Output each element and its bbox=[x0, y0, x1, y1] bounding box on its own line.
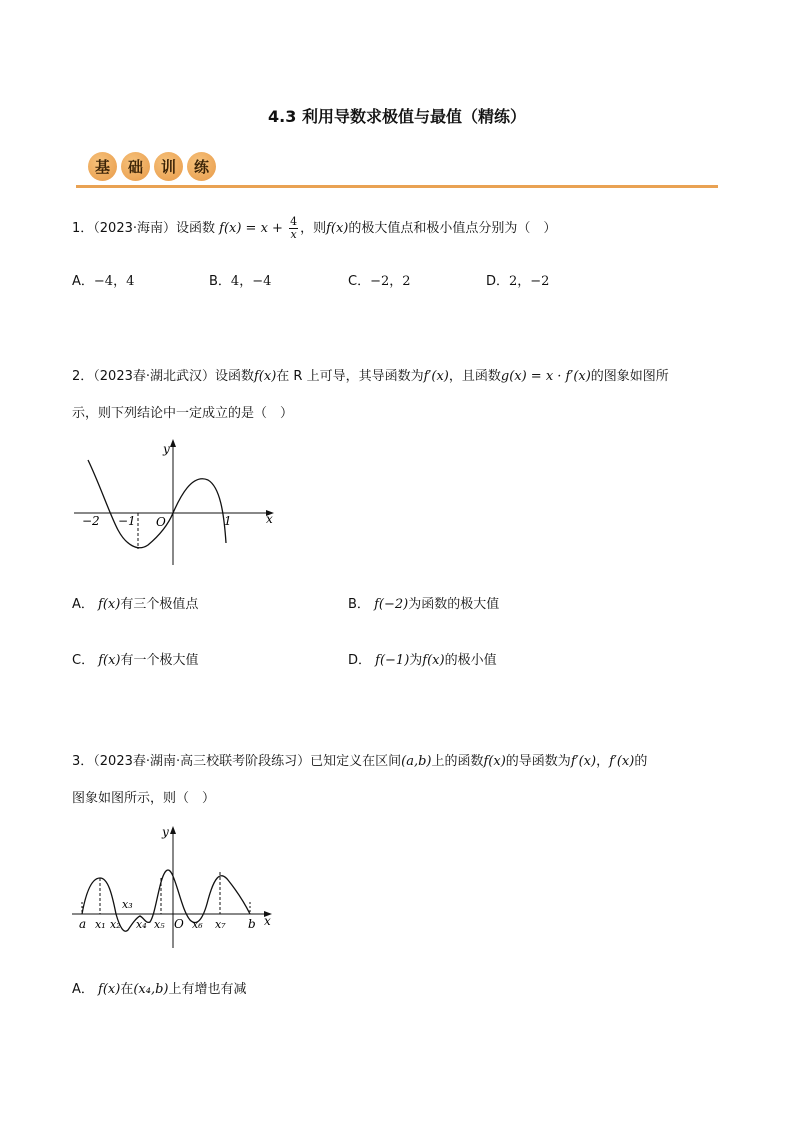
q3-x6-label: x₆ bbox=[192, 918, 203, 931]
q3-fx: f(x) bbox=[483, 754, 506, 769]
q3-x-label: x bbox=[264, 914, 271, 928]
q1-fx: f(x) bbox=[326, 221, 349, 236]
q3-x4-label: x₄ bbox=[136, 918, 147, 931]
option-text: 有三个极值点 bbox=[120, 597, 199, 612]
option-text: 在 bbox=[120, 982, 134, 997]
q2-graph bbox=[70, 435, 280, 570]
q1-frac-num: 4 bbox=[290, 215, 298, 228]
section-char-2: 础 bbox=[121, 152, 150, 181]
q2-y-label: y bbox=[163, 442, 170, 456]
q2-x-label: x bbox=[266, 512, 273, 526]
question-2-stem-line-2: 示，则下列结论中一定成立的是（ ） bbox=[72, 406, 294, 421]
q3-x5-label: x₅ bbox=[154, 918, 165, 931]
option-text: −2，2 bbox=[370, 274, 411, 289]
q2-option-c[interactable] bbox=[72, 649, 199, 668]
option-label: A． bbox=[72, 982, 94, 997]
q2-text-d: 的图象如图所 bbox=[590, 369, 669, 384]
q2-text-c: ，且函数 bbox=[448, 369, 501, 384]
q3-x3-label: x₃ bbox=[122, 898, 133, 911]
question-1-stem bbox=[72, 216, 556, 241]
option-math-2: f(x) bbox=[422, 653, 445, 668]
option-label: C． bbox=[348, 274, 371, 289]
option-math-2: (x₄,b) bbox=[133, 982, 169, 997]
q2-text-b: 在 R 上可导，其导函数为 bbox=[276, 369, 424, 384]
option-label: A． bbox=[72, 274, 94, 289]
option-label: A． bbox=[72, 597, 94, 612]
q3-origin-label: O bbox=[174, 917, 184, 931]
option-text: 有一个极大值 bbox=[120, 653, 199, 668]
option-math: f(−1) bbox=[375, 653, 410, 668]
q2-fx: f(x) bbox=[254, 369, 277, 384]
q1-number: 1．（2023·海南）设函数 bbox=[72, 221, 215, 236]
option-label: D． bbox=[486, 274, 510, 289]
q3-x2-label: x₂ bbox=[110, 918, 121, 931]
q3-b-label: b bbox=[248, 917, 256, 931]
option-text: 4，−4 bbox=[230, 274, 272, 289]
q3-a-label: a bbox=[79, 917, 87, 931]
q1-option-b[interactable] bbox=[209, 270, 271, 289]
q2-text-a: 2．（2023春·湖北武汉）设函数 bbox=[72, 369, 254, 384]
q2-curve bbox=[88, 460, 226, 548]
q3-fpx-2: f′(x) bbox=[609, 754, 635, 769]
q3-x7-label: x₇ bbox=[215, 918, 226, 931]
q3-fpx: f′(x) bbox=[570, 754, 597, 769]
option-text: 为函数的极大值 bbox=[408, 597, 500, 612]
q3-text-d: ， bbox=[596, 754, 610, 769]
option-math: f(x) bbox=[98, 653, 121, 668]
q3-text-c: 的导函数为 bbox=[505, 754, 571, 769]
option-math: f(x) bbox=[98, 597, 121, 612]
q1-text-1: ，则 bbox=[300, 221, 327, 236]
q2-tick-minus-2: −2 bbox=[82, 514, 100, 528]
q1-option-d[interactable] bbox=[486, 270, 549, 289]
question-3-stem-line-2: 图象如图所示，则（ ） bbox=[72, 791, 216, 806]
option-label: B． bbox=[348, 597, 370, 612]
question-3-stem-line-1 bbox=[72, 750, 647, 769]
q1-option-a[interactable] bbox=[72, 270, 134, 289]
q3-graph bbox=[70, 820, 280, 950]
question-2-stem-line-1 bbox=[72, 365, 669, 384]
section-divider bbox=[76, 185, 718, 188]
q2-tick-minus-1: −1 bbox=[118, 514, 136, 528]
option-math: f(−2) bbox=[374, 597, 409, 612]
q3-y-arrow bbox=[170, 826, 176, 834]
q3-text-e: 的 bbox=[634, 754, 648, 769]
option-math: f(x) bbox=[98, 982, 121, 997]
q2-option-a[interactable] bbox=[72, 593, 198, 612]
option-text: 为 bbox=[409, 653, 423, 668]
q3-x1-label: x₁ bbox=[95, 918, 106, 931]
q1-text-2: 的极大值点和极小值点分别为（ ） bbox=[348, 221, 557, 236]
q2-option-b[interactable] bbox=[348, 593, 499, 612]
option-text: −4，4 bbox=[93, 274, 135, 289]
q2-fpx: f′(x) bbox=[423, 369, 449, 384]
option-text-2: 上有增也有减 bbox=[168, 982, 247, 997]
q2-tick-1: 1 bbox=[224, 514, 232, 528]
page-title: 4.3 利用导数求极值与最值（精练） bbox=[268, 107, 526, 126]
q1-fraction bbox=[289, 216, 298, 241]
q1-option-c[interactable] bbox=[348, 270, 411, 289]
q2-option-d[interactable] bbox=[348, 649, 497, 668]
section-char-3: 训 bbox=[154, 152, 183, 181]
option-text: 2，−2 bbox=[509, 274, 550, 289]
section-char-1: 基 bbox=[88, 152, 117, 181]
option-label: C． bbox=[72, 653, 95, 668]
q1-frac-den: x bbox=[290, 228, 297, 241]
option-label: D． bbox=[348, 653, 372, 668]
q3-interval: (a,b) bbox=[401, 754, 432, 769]
q1-expression: f(x) = x + bbox=[219, 221, 288, 236]
option-label: B． bbox=[209, 274, 231, 289]
section-banner bbox=[88, 152, 216, 181]
q3-text-a: 3．（2023春·湖南·高三校联考阶段练习）已知定义在区间 bbox=[72, 754, 402, 769]
q3-y-label: y bbox=[162, 825, 169, 839]
q3-text-b: 上的函数 bbox=[431, 754, 484, 769]
section-char-4: 练 bbox=[187, 152, 216, 181]
option-text-2: 的极小值 bbox=[444, 653, 497, 668]
q2-y-arrow bbox=[170, 439, 176, 447]
q2-gx: g(x) = x · f′(x) bbox=[500, 369, 591, 384]
q3-option-a[interactable] bbox=[72, 978, 247, 997]
q2-origin-label: O bbox=[156, 515, 166, 529]
